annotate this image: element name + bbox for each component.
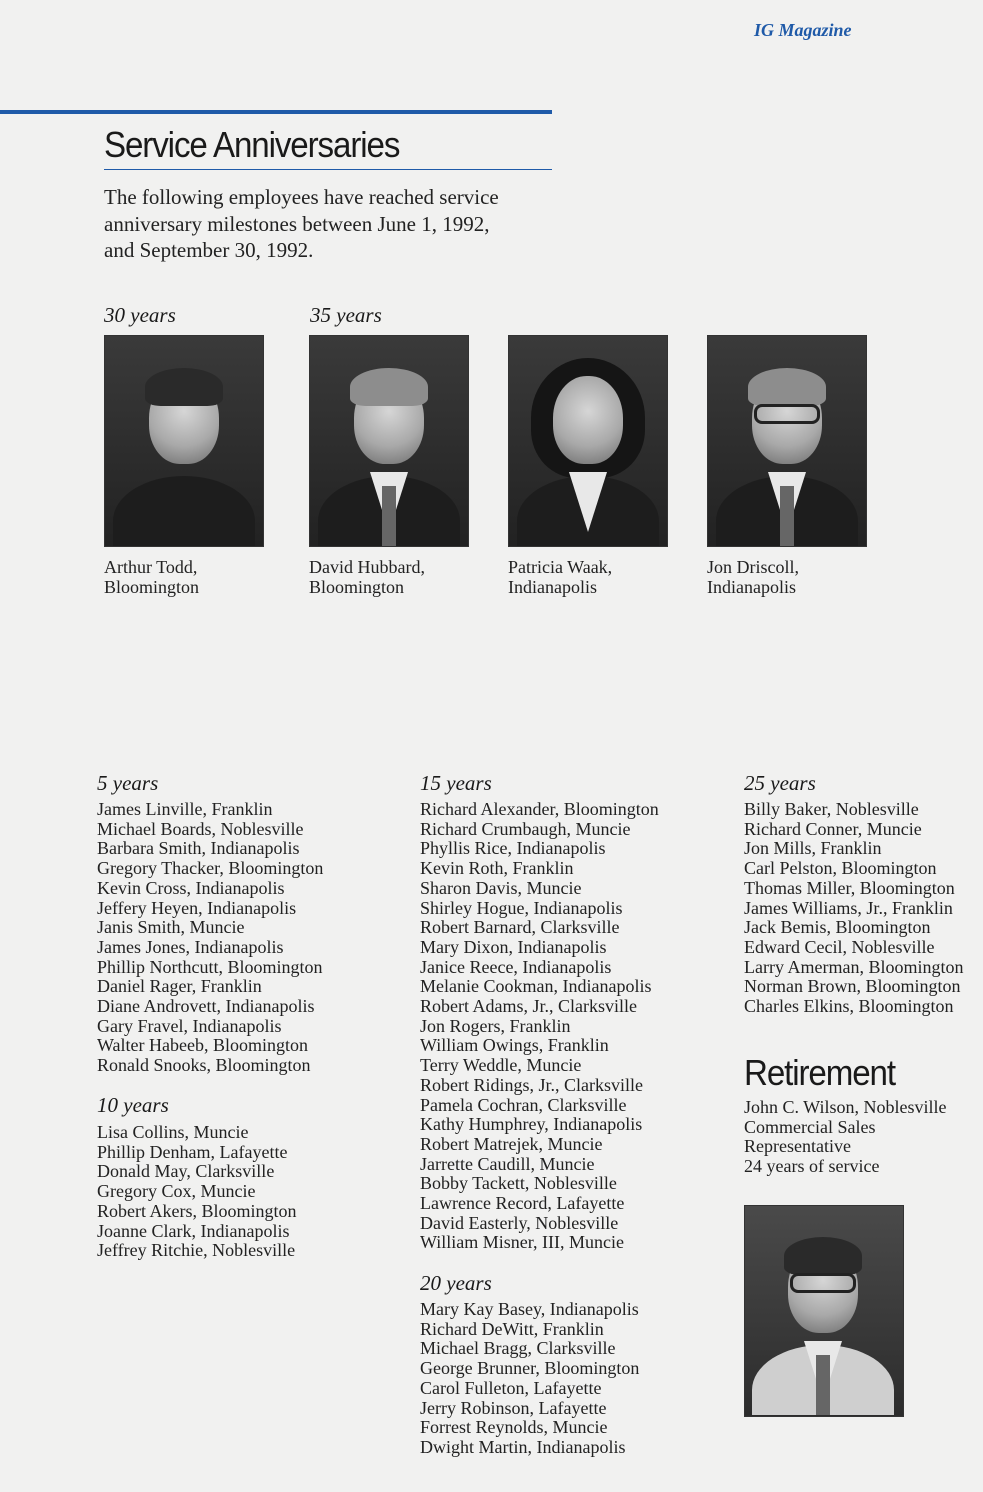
portrait-photo [309,335,469,547]
list-15-years [420,800,659,1253]
heading-15-years: 15 years [420,771,492,795]
list-item: James Williams, Jr., Franklin [744,897,953,918]
list-item: Gary Fravel, Indianapolis [97,1015,282,1036]
magazine-masthead: IG Magazine [754,20,852,40]
list-item: Phyllis Rice, Indianapolis [420,838,606,859]
list-20-years [420,1300,639,1458]
heading-30-years: 30 years [104,303,176,327]
list-item: Jack Bemis, Bloomington [744,917,931,938]
list-item: Gregory Cox, Muncie [97,1181,256,1202]
list-item: Jarrette Caudill, Muncie [420,1153,595,1174]
list-item: Gregory Thacker, Bloomington [97,858,324,879]
title-rule [104,169,552,170]
list-item: John C. Wilson, Noblesville [744,1097,947,1117]
list-item: Representative [744,1136,851,1157]
featured-caption [707,557,799,597]
list-item: Larry Amerman, Bloomington [744,956,964,977]
list-item: Pamela Cochran, Clarksville [420,1094,627,1115]
list-item: Robert Matrejek, Muncie [420,1133,603,1154]
list-5-years [97,800,323,1076]
list-item: Kevin Cross, Indianapolis [97,877,285,898]
list-item: Michael Boards, Noblesville [97,818,304,839]
list-item: Richard DeWitt, Franklin [420,1318,604,1339]
list-item: Norman Brown, Bloomington [744,976,961,997]
list-item: Phillip Denham, Lafayette [97,1141,288,1162]
list-item: Shirley Hogue, Indianapolis [420,897,623,918]
featured-city: Indianapolis [508,577,597,597]
list-item: Charles Elkins, Bloomington [744,996,954,1017]
featured-name: Arthur Todd, [104,557,198,577]
portrait-glasses [754,404,820,424]
heading-25-years: 25 years [744,771,816,795]
list-item: Barbara Smith, Indianapolis [97,838,300,859]
list-item: Lawrence Record, Lafayette [420,1193,625,1214]
list-item: Forrest Reynolds, Muncie [420,1417,608,1438]
list-item: Janice Reece, Indianapolis [420,956,612,977]
list-item: Richard Conner, Muncie [744,818,922,839]
featured-name: Jon Driscoll, [707,557,799,577]
featured-city: Bloomington [309,577,405,597]
featured-name: David Hubbard, [309,557,425,577]
list-10-years [97,1123,297,1261]
portrait-head [553,376,623,464]
header-rule [0,110,552,114]
list-item: Joanne Clark, Indianapolis [97,1220,290,1241]
retirement-details [744,1098,946,1177]
list-item: Robert Adams, Jr., Clarksville [420,996,637,1017]
list-item: Bobby Tackett, Noblesville [420,1173,617,1194]
featured-city: Indianapolis [707,577,796,597]
heading-10-years: 10 years [97,1093,169,1117]
featured-caption [508,557,612,597]
list-item: Jeffery Heyen, Indianapolis [97,897,297,918]
list-item: Ronald Snooks, Bloomington [97,1055,311,1076]
portrait-body [113,476,255,547]
list-item: Thomas Miller, Bloomington [744,877,955,898]
heading-5-years: 5 years [97,771,159,795]
featured-caption [104,557,199,597]
heading-20-years: 20 years [420,1271,492,1295]
list-item: Richard Crumbaugh, Muncie [420,818,631,839]
portrait-hair [748,368,826,406]
list-item: Robert Barnard, Clarksville [420,917,620,938]
intro-paragraph: The following employees have reached service anniversary milestones between June 1, 1992, and September 30, 1992. [104,185,499,262]
portrait-glasses [790,1273,856,1293]
featured-name: Patricia Waak, [508,557,613,577]
list-item: Walter Habeeb, Bloomington [97,1035,308,1056]
list-item: Kathy Humphrey, Indianapolis [420,1114,643,1135]
retirement-title: Retirement [744,1052,895,1093]
list-item: William Misner, III, Muncie [420,1232,625,1253]
list-item: Carl Pelston, Bloomington [744,858,937,879]
list-item: David Easterly, Noblesville [420,1212,619,1233]
page-title: Service Anniversaries [104,124,400,165]
list-item: James Jones, Indianapolis [97,936,284,957]
portrait-photo [707,335,867,547]
list-item: Melanie Cookman, Indianapolis [420,976,652,997]
portrait-figure [744,1205,902,1415]
list-item: Edward Cecil, Noblesville [744,936,935,957]
list-item: Mary Dixon, Indianapolis [420,936,607,957]
list-item: Jerry Robinson, Lafayette [420,1397,607,1418]
list-25-years [744,800,963,1017]
list-item: Daniel Rager, Franklin [97,976,262,997]
portrait-hair [784,1237,862,1275]
list-item: Robert Akers, Bloomington [97,1200,297,1221]
list-item: Jon Rogers, Franklin [420,1015,571,1036]
portrait-hair [145,368,223,406]
list-item: Terry Weddle, Muncie [420,1055,582,1076]
list-item: Commercial Sales [744,1116,876,1137]
list-item: Mary Kay Basey, Indianapolis [420,1299,639,1319]
list-item: Donald May, Clarksville [97,1161,275,1182]
list-item: Diane Androvett, Indianapolis [97,996,315,1017]
portrait-tie [382,486,396,546]
list-item: Janis Smith, Muncie [97,917,245,938]
portrait-hair [350,368,428,406]
list-item: Richard Alexander, Bloomington [420,799,659,819]
portrait-tie [816,1355,830,1415]
list-item: 24 years of service [744,1156,880,1177]
list-item: Michael Bragg, Clarksville [420,1338,616,1359]
list-item: Jon Mills, Franklin [744,838,882,859]
list-item: Robert Ridings, Jr., Clarksville [420,1074,643,1095]
list-item: James Linville, Franklin [97,799,273,819]
portrait-tie [780,486,794,546]
list-item: Lisa Collins, Muncie [97,1122,249,1142]
heading-35-years: 35 years [310,303,382,327]
list-item: Billy Baker, Noblesville [744,799,919,819]
list-item: Jeffrey Ritchie, Noblesville [97,1240,296,1261]
list-item: Kevin Roth, Franklin [420,858,574,879]
list-item: Dwight Martin, Indianapolis [420,1436,626,1457]
list-item: Carol Fulleton, Lafayette [420,1377,602,1398]
list-item: George Brunner, Bloomington [420,1358,640,1379]
featured-city: Bloomington [104,577,200,597]
portrait-photo [508,335,668,547]
portrait-photo [104,335,264,547]
list-item: Phillip Northcutt, Bloomington [97,956,323,977]
retirement-portrait-photo [744,1205,904,1417]
list-item: Sharon Davis, Muncie [420,877,582,898]
featured-caption [309,557,425,597]
list-item: William Owings, Franklin [420,1035,609,1056]
